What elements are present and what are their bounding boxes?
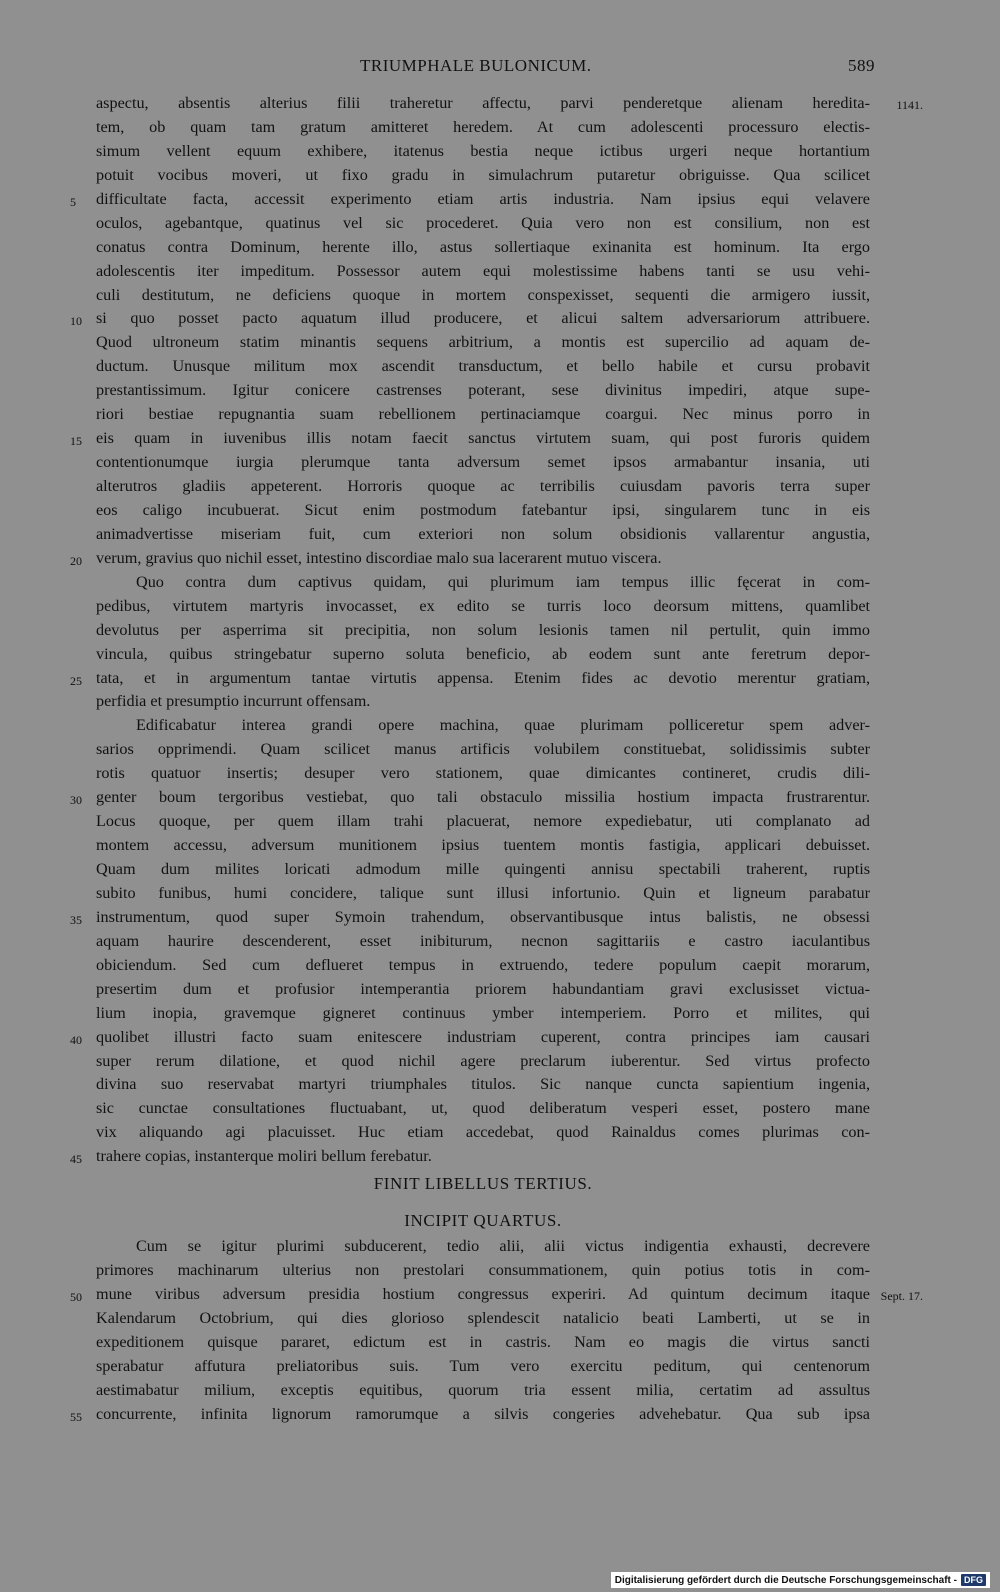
line-number: 30 <box>70 793 82 808</box>
text-line <box>96 140 870 164</box>
text-line <box>96 355 870 379</box>
text-line <box>96 643 870 667</box>
line-text: sic cunctae consultationes fluctuabant, ut, quod deliberatum vesperi esset, postero mane <box>96 1099 870 1118</box>
line-number: 55 <box>70 1409 82 1424</box>
text-line <box>96 882 870 906</box>
line-text: contentionumque iurgia plerumque tanta adversum semet ipsos armabantur insania, uti <box>96 453 870 472</box>
line-number: 45 <box>70 1152 82 1167</box>
text-line <box>70 1403 870 1427</box>
line-number: 20 <box>70 553 82 568</box>
line-text: Edificabatur interea grandi opere machina, quae plurimam polliceretur spem adver- <box>136 716 870 735</box>
text-line <box>96 738 870 762</box>
line-text: tem, ob quam tam gratum amitteret heredem. At cum adolescenti processuro electis- <box>96 117 870 136</box>
line-text: eos caligo incubuerat. Sicut enim postmodum fatebantur ipsi, singularem tunc in eis <box>96 500 870 519</box>
line-text: instrumentum, quod super Symoin trahendum, observantibusque intus balistis, ne obsessi <box>96 907 870 926</box>
line-text: simum vellent equum exhibere, itatenus bestia neque ictibus urgeri neque hortantium <box>96 141 870 160</box>
line-number: 50 <box>70 1290 82 1305</box>
text-line <box>96 619 870 643</box>
line-text: vix aliquando agi placuisset. Huc etiam accedebat, quod Rainaldus comes plurimas con- <box>96 1123 870 1142</box>
line-number: 35 <box>70 912 82 927</box>
text-line <box>96 1002 870 1026</box>
margin-note: Sept. 17. <box>880 1289 923 1304</box>
text-line <box>96 834 870 858</box>
line-text: mune viribus adversum presidia hostium congressus experiri. Ad quintum decimum itaque <box>96 1285 870 1304</box>
text-line <box>96 523 870 547</box>
text-line <box>70 786 870 810</box>
line-text: vincula, quibus stringebatur superno soluta beneficio, ab eodem sunt ante feretrum depor- <box>96 644 870 663</box>
line-number: 25 <box>70 673 82 688</box>
text-line <box>96 1259 870 1283</box>
text-line <box>96 1073 870 1097</box>
text-line <box>96 475 870 499</box>
text-line <box>96 1379 870 1403</box>
text-line <box>70 307 870 331</box>
line-number: 40 <box>70 1032 82 1047</box>
text-block <box>70 92 923 1427</box>
line-text: alterutros gladiis appeterent. Horroris quoque ac terribilis cuiusdam pavoris terra super <box>96 477 870 495</box>
text-line <box>96 858 870 882</box>
text-line <box>96 236 870 260</box>
line-text: Locus quoque, per quem illam trahi placuerat, nemore expediebatur, uti complanato ad <box>96 812 870 831</box>
text-line <box>96 762 870 786</box>
text-line <box>96 1097 870 1121</box>
line-text: riori bestiae repugnantia suam rebellionem pertinaciamque coargui. Nec minus porro in <box>96 405 870 424</box>
running-head <box>0 56 1000 80</box>
line-text: lium inopia, gravemque gigneret continuus ymber intemperiem. Porro et milites, qui <box>96 1003 870 1022</box>
line-text: genter boum tergoribus vestiebat, quo tali obstaculo missilia hostium impacta frustrarentur. <box>96 788 870 807</box>
line-text: super rerum dilatione, et quod nichil agere preclarum iuberentur. Sed virtus profecto <box>96 1051 870 1070</box>
text-line <box>96 810 870 834</box>
line-text: conatus contra Dominum, herente illo, astus sollertiaque exinanita est hominum. Ita ergo <box>96 237 870 256</box>
line-text: perfidia et presumptio incurrunt offensam. <box>96 692 371 711</box>
text-line <box>96 1050 870 1074</box>
text-line <box>70 906 870 930</box>
line-text: eis quam in iuvenibus illis notam faecit sanctus virtutem suam, qui post furoris quidem <box>96 429 870 448</box>
text-line <box>96 1121 870 1145</box>
text-line <box>96 714 870 738</box>
line-text: obiciendum. Sed cum deflueret tempus in extruendo, tedere populum caepit morarum, <box>96 955 870 974</box>
page-number: 589 <box>848 56 875 75</box>
running-title: TRIUMPHALE BULONICUM. <box>360 56 592 75</box>
line-number: 10 <box>70 314 82 329</box>
line-text: si quo posset pacto aquatum illud producere, et alicui saltem adversariorum attribuere. <box>96 309 870 328</box>
line-text: subito funibus, humi concidere, talique sunt illusi infortunio. Quin et ligneum parabatur <box>96 883 870 902</box>
text-line <box>70 1145 870 1169</box>
text-line <box>96 978 870 1002</box>
line-text: Kalendarum Octobrium, qui dies glorioso splendescit natalicio beati Lamberti, ut se in <box>96 1309 870 1327</box>
line-text: trahere copias, instanterque moliri bellum ferebatur. <box>96 1147 432 1166</box>
line-text: Quam dum milites loricati admodum mille quingenti annisu spectabili traherent, ruptis <box>96 860 870 878</box>
line-text: quolibet illustri facto suam enitescere industriam cuperent, contra principes iam causari <box>96 1027 870 1046</box>
line-number: 5 <box>70 194 76 209</box>
line-text: Quod ultroneum statim minantis sequens arbitrium, a montis est supercilio ad aquam de- <box>96 333 870 352</box>
text-line <box>96 92 923 116</box>
line-text: devolutus per asperrima sit precipitia, non solum lesionis tamen nil pertulit, quin immo <box>96 620 870 639</box>
line-text: montem accessu, adversum munitionem ipsius tuentem montis fastigia, applicari debuisset. <box>96 836 870 855</box>
line-text: Cum se igitur plurimi subducerent, tedio alii, alii victus indigentia exhausti, decrevere <box>136 1237 870 1256</box>
text-line <box>96 284 870 308</box>
text-line <box>70 427 870 451</box>
line-text: Quo contra dum captivus quidam, qui plurimum iam tempus illic fęcerat in com- <box>136 572 870 591</box>
text-line <box>96 1307 870 1331</box>
text-line <box>70 667 870 691</box>
text-line <box>70 188 870 212</box>
text-line <box>70 1283 923 1307</box>
text-line <box>70 1026 870 1050</box>
line-text: primores machinarum ulterius non prestolari consummationem, quin potius totis in com- <box>96 1261 870 1280</box>
digitization-credit <box>611 1572 990 1588</box>
text-line <box>96 164 870 188</box>
text-line <box>96 379 870 403</box>
line-text: presertim dum et profusior intemperantia priorem habundantiam gravi exclusisset victua- <box>96 979 870 998</box>
line-text: aquam haurire descenderent, esset inibiturum, necnon sagittariis e castro iaculantibus <box>96 931 870 950</box>
text-line <box>96 116 870 140</box>
line-text: pedibus, virtutem martyris invocasset, ex edito se turris loco deorsum mittens, quamlibet <box>96 596 870 615</box>
text-line <box>96 212 870 236</box>
line-text: tata, et in argumentum tantae virtutis appensa. Etenim fides ac devotio merentur gratiam, <box>96 668 870 687</box>
text-line <box>70 547 870 571</box>
margin-note: 1141. <box>896 98 923 112</box>
section-start-heading: INCIPIT QUARTUS. <box>404 1211 562 1231</box>
line-text: prestantissimum. Igitur conicere castrenses poterant, sese divinitus impediri, atque supe- <box>96 381 870 400</box>
line-text: potuit vocibus moveri, ut fixo gradu in simulachrum putaretur obriguisse. Qua scilicet <box>96 165 870 184</box>
text-line <box>96 451 870 475</box>
line-text: aestimabatur milium, exceptis equitibus, quorum tria essent milia, certatim ad assultus <box>96 1380 870 1399</box>
line-text: aspectu, absentis alterius filii traheretur affectu, parvi penderetque alienam heredita- <box>96 94 870 112</box>
text-line <box>96 595 870 619</box>
text-line <box>96 1331 870 1355</box>
line-text: culi destitutum, ne deficiens quoque in mortem conspexisset, sequenti die armigero iussit, <box>96 285 870 304</box>
line-text: animadvertisse miseriam fuit, cum exteriori non solum obsidionis vallarentur angustia, <box>96 524 870 543</box>
text-line <box>96 1235 870 1259</box>
text-line <box>96 930 870 954</box>
text-line <box>96 690 870 714</box>
line-text: rotis quatuor insertis; desuper vero stationem, quae dimicantes contineret, crudis dili- <box>96 764 870 783</box>
text-line <box>96 331 870 355</box>
credit-text: Digitalisierung gefördert durch die Deutsche Forschungsgemeinschaft - <box>614 1574 957 1586</box>
text-line <box>96 499 870 523</box>
text-line <box>96 1355 870 1379</box>
section-end-heading: FINIT LIBELLUS TERTIUS. <box>373 1174 593 1194</box>
line-text: oculos, agebantque, quatinus vel sic procederet. Quia vero non est consilium, non est <box>96 213 870 232</box>
line-text: divina suo reservabat martyri triumphales titulos. Sic nanque cuncta sapientium ingenia, <box>96 1075 870 1094</box>
line-text: verum, gravius quo nichil esset, intestino discordiae malo sua lacerarent mutuo viscera. <box>96 548 662 567</box>
text-line <box>96 260 870 284</box>
line-text: sarios opprimendi. Quam scilicet manus artificis volubilem constituebat, solidissimis subter <box>96 740 870 759</box>
text-line <box>96 403 870 427</box>
line-text: concurrente, infinita lignorum ramorumque a silvis congeries advehebatur. Qua sub ipsa <box>96 1404 870 1423</box>
line-text: ductum. Unusque militum mox ascendit transductum, et bello habile et cursu probavit <box>96 357 870 376</box>
line-text: expeditionem quisque pararet, edictum est in castris. Nam eo magis die virtus sancti <box>96 1332 870 1351</box>
dfg-logo-icon: DFG <box>961 1574 986 1586</box>
line-number: 15 <box>70 434 82 449</box>
line-text: adolescentis iter impeditum. Possessor autem equi molestissime habens tanti se usu vehi- <box>96 261 870 280</box>
line-text: difficultate facta, accessit experimento etiam artis industria. Nam ipsius equi velavere <box>96 189 870 208</box>
line-text: sperabatur affutura preliatoribus suis. Tum vero exercitu peditum, qui centenorum <box>96 1356 870 1375</box>
text-line <box>96 571 870 595</box>
text-line <box>96 954 870 978</box>
